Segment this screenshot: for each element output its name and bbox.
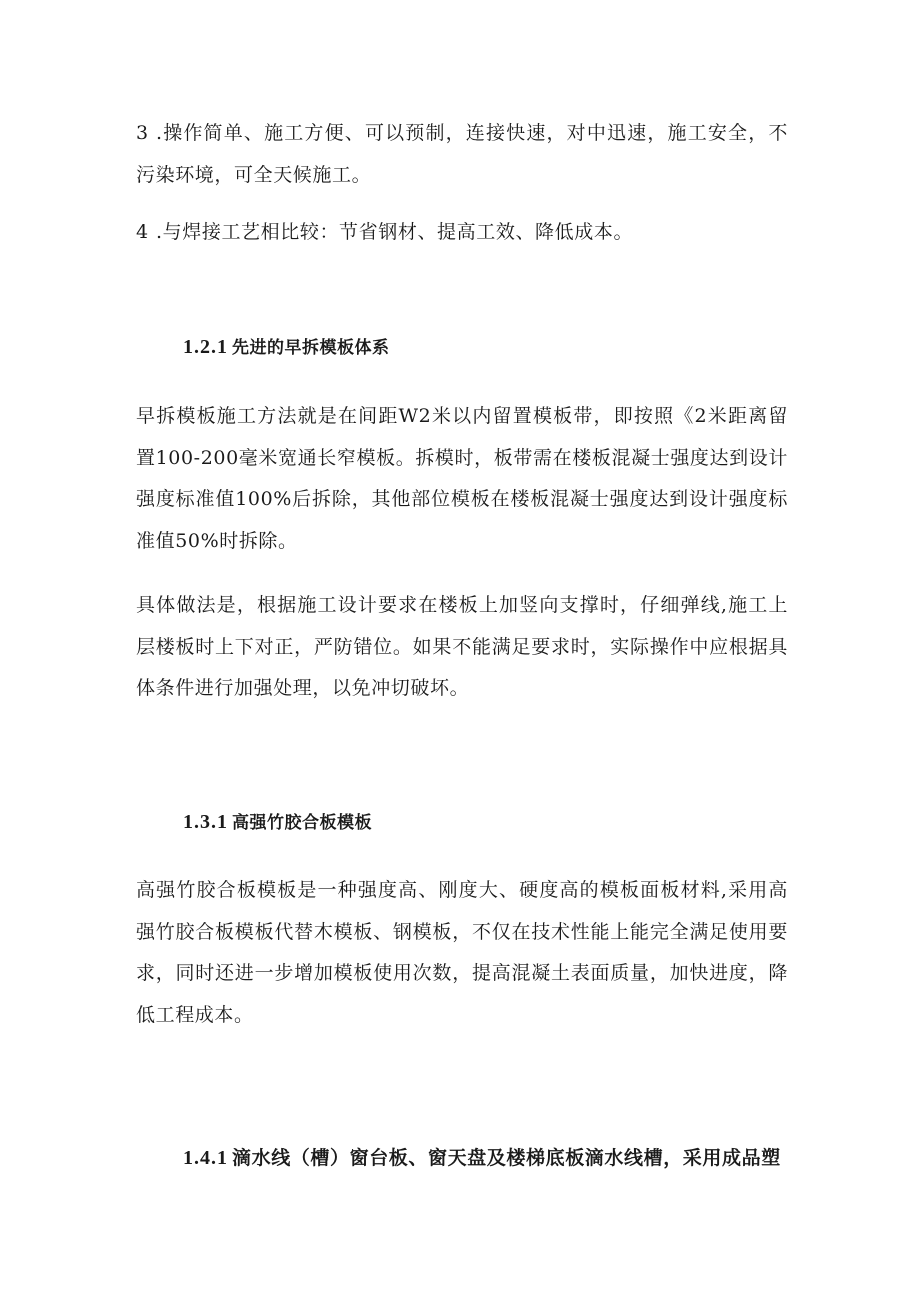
section-title: 先进的早拆模板体系 [232, 338, 390, 358]
list-item-number: 3 [136, 122, 149, 144]
list-item-3 [136, 113, 788, 196]
section-heading-1-3-1 [183, 807, 372, 838]
list-item-number: 4 [136, 221, 149, 243]
body-paragraph: 具体做法是，根据施工设计要求在楼板上加竖向支撑时，仔细弹线,施工上层楼板时上下对正，严防错位。如果不能满足要求时，实际操作中应根据具体条件进行加强处理，以免冲切破坏。 [136, 594, 788, 699]
body-paragraph: 高强竹胶合板模板是一种强度高、刚度大、硬度高的模板面板材料,采用高强竹胶合板模板代替木模板、钢模板，不仅在技术性能上能完全满足使用要求，同时还进一步增加模板使用次数，提高混凝土表面质量，加快进度，降低工程成本。 [136, 879, 788, 1026]
section-title: 滴水线（槽）窗台板、窗天盘及楼梯底板滴水线槽，采用成品塑 [232, 1147, 781, 1169]
list-item-text: .操作简单、施工方便、可以预制，连接快速，对中迅速，施工安全，不污染环境，可全天候施工。 [136, 122, 788, 186]
section-number: 1.4.1 [183, 1147, 228, 1169]
section-title: 高强竹胶合板模板 [232, 813, 372, 833]
list-item-text: .与焊接工艺相比较：节省钢材、提高工效、降低成本。 [156, 221, 634, 243]
list-item-4 [136, 212, 788, 254]
body-paragraph: 早拆模板施工方法就是在间距W2米以内留置模板带，即按照《2米距离留置100-200毫米宽通长窄模板。拆模时，板带需在楼板混凝士强度达到设计强度标准值100%后拆除，其他部位模板在楼板混凝士强度达到设计强度标准值50%时拆除。 [136, 405, 788, 552]
section-heading-1-2-1 [183, 332, 390, 363]
section-number: 1.3.1 [183, 811, 228, 833]
section-number: 1.2.1 [183, 336, 228, 358]
section-heading-1-4-1 [183, 1143, 789, 1173]
